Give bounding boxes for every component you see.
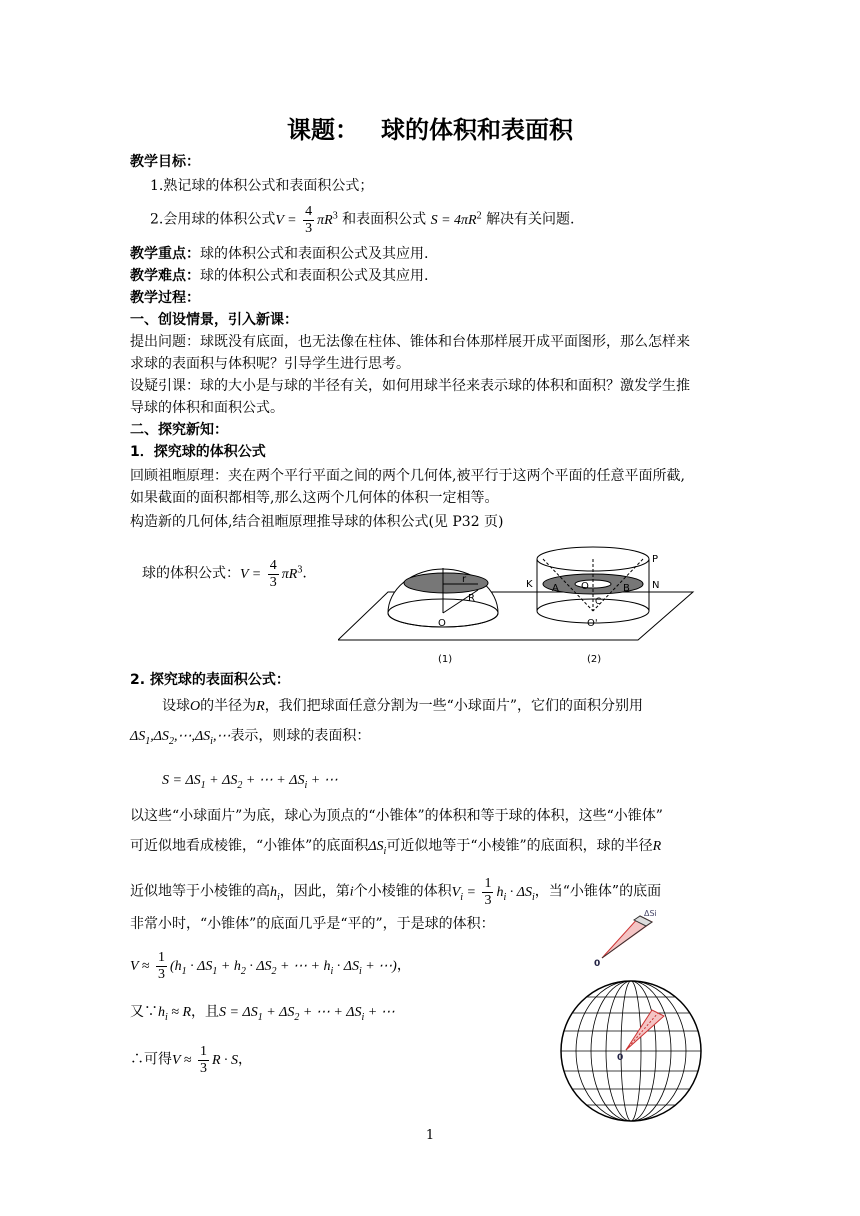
volume-formula-line: 球的体积公式：V = $\frac{4}{3}$ $\pi R^3$. [142,558,307,590]
label-K: K [526,579,533,590]
difficulty-label: 教学难点： [130,268,200,284]
label-B: B [623,583,630,594]
goals-heading: 教学目标： [130,154,200,170]
section2-sub1: 1．探究球的体积公式 [130,444,266,460]
s8: 又$\because h_i \approx R$，且$S = \Delta S_1 + \Delta S_2$ + ⋯ + $\Delta S_i$ + ⋯ [130,1004,395,1023]
volume-sum-formula: V ≈ $\frac{1}{3}$ ($h_1 \cdot \Delta S_1 + h_2 \cdot \Delta S_2$ + ⋯ + $h_i \cdot \Delta S_i$ + ⋯)， [130,950,411,982]
surface-areas-line: $\Delta S_1,\Delta S_2,\cdots,\Delta S_i,\cdots$表示，则球的表面积： [130,728,371,747]
label-O-prime: O' [587,618,598,629]
key-point-text: 球的体积公式和表面积公式及其应用. [200,246,429,262]
title-label: 课题： [287,116,359,144]
goal-2-post: 解决有关问题. [486,211,575,228]
label-N: N [652,580,660,591]
s4b: 可近似地等于“小棱锥”的底面积，球的半径 [386,838,653,854]
section2-p1b: 如果截面的面积都相等,那么这两个几何体的体积一定相等。 [130,490,499,506]
goal-1: 1.熟记球的体积公式和表面积公式； [150,178,374,194]
s5: 近似地等于小棱锥的高$h_i$，因此，第i个小棱锥的体积$V_i$ = $\frac{1}{3}$ $h_i \cdot \Delta S_i$，当“小锥体”的底面 [130,876,662,908]
s2: 表示，则球的表面积： [230,728,371,744]
goal-2-mid: 和表面积公式 [342,211,427,228]
surface-sum-formula: $S = \Delta S_1 + \Delta S_2$ + ⋯ + $\Delta S_i$ + ⋯ [162,773,338,791]
key-point-label: 教学重点： [130,246,200,262]
label-P: P [652,554,659,565]
surface-formula-inline: $S = 4\pi R^2$ [430,210,482,228]
figure-small-cone [590,908,670,968]
volume-formula: V = $\frac{4}{3}$ $\pi R^3$ [240,558,303,590]
goal-2 [150,204,575,237]
volume-label: 球的体积公式： [142,565,240,582]
label-delta-si: ΔSi [644,909,657,918]
s1c: ，我们把球面任意分割为一些“小球面片”，它们的面积分别用 [264,698,644,714]
s5b: ，因此，第 [279,883,350,900]
s1a: 设球 [162,698,190,714]
s4: 可近似地看成棱锥，“小锥体”的底面积$\Delta S_i$可近似地等于“小棱锥”的底面积，球的半径R [130,838,662,857]
s8b: ，且 [191,1004,220,1020]
section2-heading: 二、探究新知： [130,422,228,438]
s5a: 近似地等于小棱锥的高 [130,883,270,900]
difficulty-text: 球的体积公式和表面积公式及其应用. [200,268,429,284]
goal-2-pre: 2.会用球的体积公式 [150,211,276,228]
section1-p2b: 导球的体积和面积公式。 [130,400,284,416]
caption-1: (1) [438,654,453,665]
section1-p1a: 提出问题：球既没有底面，也无法像在柱体、锥体和台体那样展开成平面图形，那么怎样来 [130,334,690,350]
process-heading: 教学过程： [130,290,200,306]
page-number: 1 [425,1128,435,1143]
s1b: 的半径为 [200,698,257,714]
s6: 非常小时，“小锥体”的底面几乎是“平的”，于是球的体积： [130,916,495,932]
section2-p2: 构造新的几何体,结合祖暅原理推导球的体积公式(见 P32 页) [130,514,504,530]
label-0-sphere: 0 [617,1053,624,1063]
label-R: R [468,593,475,604]
label-0-cone: 0 [594,959,601,968]
section1-p2a: 设疑引课：球的大小是与球的半径有关，如何用球半径来表示球的体积和面积？激发学生推 [130,378,690,394]
key-point [130,244,428,264]
section1-heading: 一、创设情景，引入新课： [130,312,298,328]
label-r: r [462,574,467,585]
surface-intro: 设球O的半径为R，我们把球面任意分割为一些“小球面片”，它们的面积分别用 [162,698,644,714]
s8a: 又∵ [130,1004,158,1020]
s9: ∴可得V ≈ $\frac{1}{3}$ R · S， [130,1044,253,1076]
label-C: C [595,597,602,607]
label-O-2: O [581,581,589,592]
difficulty [130,266,428,286]
page-title [0,110,860,145]
figure-hemisphere-cylinder [338,540,698,668]
label-A: A [552,583,559,594]
caption-2: (2) [587,654,602,665]
s3: 以这些“小球面片”为底，球心为顶点的“小锥体”的体积和等于球的体积，这些“小锥体” [130,808,663,824]
s9a: ∴可得 [130,1051,172,1068]
volume-formula-inline: V = $\frac{4}{3}$ $\pi R^3$ [275,204,338,236]
section1-p1b: 求球的表面积与体积呢？引导学生进行思考。 [130,356,410,372]
figure-sphere-grid [556,976,706,1126]
title-main: 球的体积和表面积 [381,116,573,144]
s5c: 个小棱锥的体积 [353,883,452,900]
section2-p1a: 回顾祖暅原理：夹在两个平行平面之间的两个几何体,被平行于这两个平面的任意平面所截, [130,468,685,484]
section2-sub2: 2. 探究球的表面积公式： [130,672,290,688]
s5d: ，当“小锥体”的底面 [534,883,662,900]
label-O: O [438,618,446,629]
s4a: 可近似地看成棱锥，“小锥体”的底面积 [130,838,369,854]
